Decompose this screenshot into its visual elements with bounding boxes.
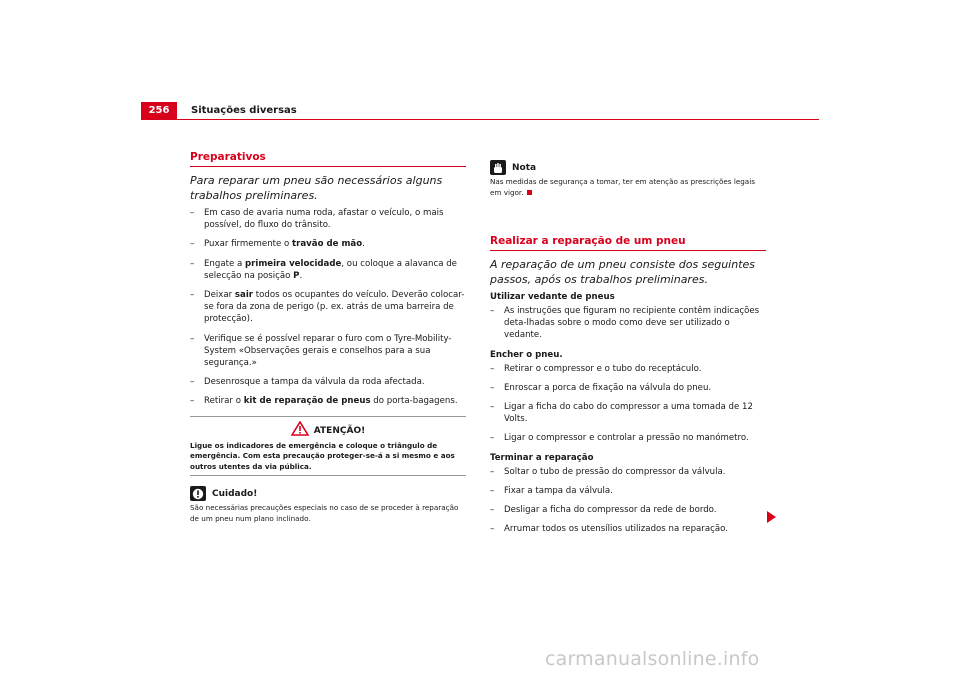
caution-exclamation-icon [190, 486, 206, 501]
step-text: Em caso de avaria numa roda, afastar o veículo, o mais possível, do fluxo do trânsito. [204, 208, 444, 231]
step-text: Ligar a ficha do cabo do compressor a uma tomada de 12 Volts. [504, 402, 753, 425]
note-text [490, 177, 766, 198]
step-item [190, 333, 466, 370]
step-text: Desligar a ficha do compressor da rede de bordo. [504, 505, 717, 516]
step-text: Fixar a tampa da válvula. [504, 485, 613, 496]
end-marker [527, 190, 532, 195]
step-text: Desenrosque a tampa da válvula da roda afectada. [204, 377, 425, 388]
step-item [490, 504, 766, 516]
step-text: Soltar o tubo de pressão do compressor da válvula. [504, 466, 726, 477]
step-text: . [299, 270, 303, 281]
step-text: Verifique se é possível reparar o furo com o Tyre-Mobility-System «Observações gerais e conselhos para a sua segurança.» [204, 333, 452, 369]
dash: – [190, 333, 195, 344]
left-column [190, 150, 466, 524]
dash: – [490, 402, 495, 413]
warning-text: Ligue os indicadores de emergência e coloque o triângulo de emergência. Com esta precaução proteger-se-á a si mesmo e aos outros utentes da via pública. [190, 440, 455, 471]
header-divider [141, 119, 819, 120]
dash: – [190, 258, 195, 269]
dash: – [490, 433, 495, 444]
step-text: todos os ocupantes do veículo. Deverão colocar-se fora da zona de perigo (p. ex. atrás de uma barreira de protecção). [204, 290, 465, 325]
caution-text: São necessárias precauções especiais no caso de se proceder à reparação de um pneu num plano inclinado. [190, 503, 459, 523]
step-text: Ligar o compressor e controlar a pressão no manómetro. [504, 433, 749, 444]
step-text: Retirar o compressor e o tubo do receptáculo. [504, 363, 702, 374]
note-title: Nota [512, 162, 537, 173]
step-item [490, 523, 766, 535]
step-item [490, 305, 766, 342]
group-heading: Utilizar vedante de pneus [490, 292, 615, 302]
right-column [490, 160, 766, 542]
step-emphasis: sair [234, 290, 254, 301]
caution-title: Cuidado! [212, 488, 258, 499]
dash: – [490, 466, 495, 477]
next-page-arrow-icon[interactable] [767, 508, 776, 527]
caution-block [190, 486, 466, 524]
step-text: , ou coloque a alavanca de selecção na posição [204, 258, 457, 281]
step-text: . [362, 239, 365, 250]
dash: – [190, 377, 195, 388]
step-item [490, 485, 766, 497]
dash: – [490, 306, 495, 316]
step-item [190, 395, 466, 407]
note-header [490, 160, 766, 175]
section-title-reparacao: Realizar a reparação de um pneu [490, 234, 766, 251]
dash: – [190, 208, 195, 218]
step-text: Enroscar a porca de fixação na válvula do pneu. [504, 382, 712, 393]
warning-box [190, 416, 466, 477]
step-item [190, 238, 466, 250]
step-text: Deixar [204, 290, 235, 301]
warning-header [190, 421, 466, 441]
page-number: 256 [141, 102, 177, 120]
watermark: carmanualsonline.info [545, 648, 760, 670]
dash: – [190, 290, 195, 301]
note-block [490, 160, 766, 198]
section-title-preparativos: Preparativos [190, 150, 466, 167]
step-item [190, 289, 466, 326]
step-text: Retirar o [204, 396, 244, 407]
dash: – [490, 524, 495, 535]
step-item [490, 432, 766, 444]
step-text: Engate a [204, 258, 245, 269]
group-heading: Terminar a reparação [490, 452, 594, 463]
dash: – [190, 396, 195, 407]
step-text: Arrumar todos os utensílios utilizados na reparação. [504, 524, 728, 535]
step-item [190, 258, 466, 282]
step-text: As instruções que figuram no recipiente contêm indicações deta-lhadas sobre o modo como deve ser utilizado o vedante. [504, 306, 760, 341]
warning-triangle-icon [291, 421, 309, 440]
dash: – [490, 505, 495, 516]
section-lead: Para reparar um pneu são necessários alguns trabalhos preliminares. [190, 174, 443, 202]
running-header-title: Situações diversas [191, 105, 297, 116]
step-emphasis: travão de mão [292, 239, 363, 250]
dash: – [490, 363, 495, 374]
step-text: do porta-bagagens. [370, 396, 458, 407]
step-item [490, 401, 766, 425]
dash: – [490, 382, 495, 393]
step-text: Puxar firmemente o [204, 239, 293, 250]
step-item [190, 207, 466, 231]
step-item [490, 466, 766, 478]
step-emphasis: P [293, 270, 300, 281]
note-body: Nas medidas de segurança a tomar, ter em atenção as prescrições legais em vigor. [490, 177, 755, 197]
group-heading: Encher o pneu. [490, 349, 563, 360]
warning-title: ATENÇÃO! [313, 425, 366, 436]
note-hand-icon [490, 160, 506, 175]
step-item [490, 363, 766, 375]
step-emphasis: primeira velocidade [244, 258, 342, 269]
step-item [490, 382, 766, 394]
section-lead: A reparação de um pneu consiste dos seguintes passos, após os trabalhos preliminares. [490, 258, 756, 286]
dash: – [190, 239, 195, 250]
step-item [190, 376, 466, 388]
caution-header [190, 486, 466, 501]
dash: – [490, 485, 495, 496]
step-emphasis: kit de reparação de pneus [243, 396, 371, 407]
